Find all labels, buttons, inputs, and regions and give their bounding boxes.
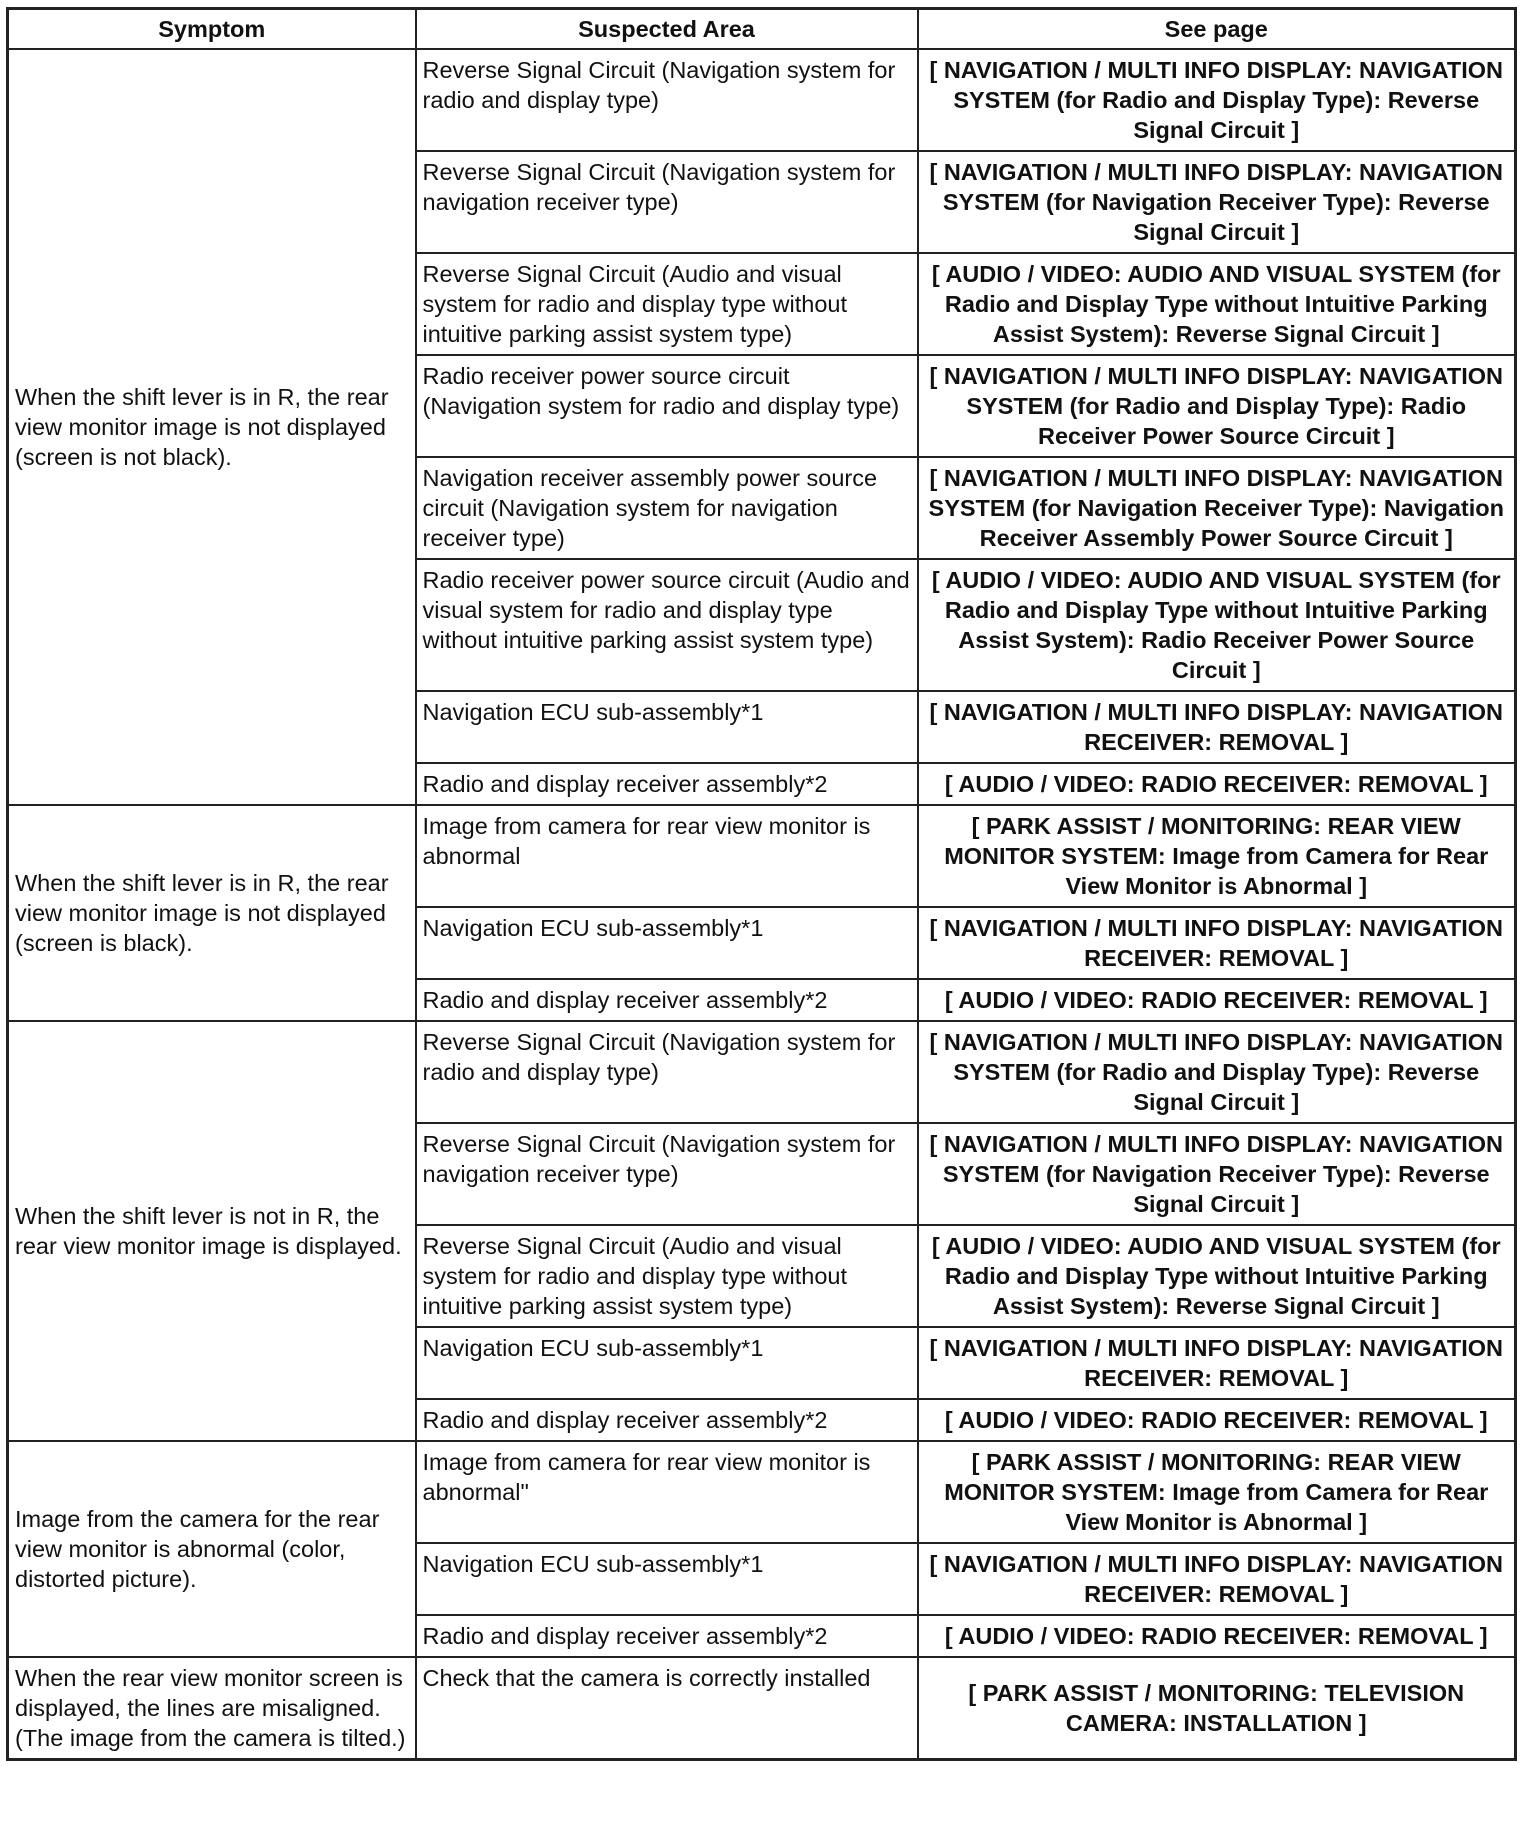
see-page-link[interactable]: [ NAVIGATION / MULTI INFO DISPLAY: NAVIGATION RECEIVER: REMOVAL ] bbox=[918, 1327, 1516, 1399]
see-page-link[interactable]: [ AUDIO / VIDEO: AUDIO AND VISUAL SYSTEM (for Radio and Display Type without Intuitive Parking Assist System): Radio Receiver Power Source Circuit ] bbox=[918, 559, 1516, 691]
see-page-link[interactable]: [ NAVIGATION / MULTI INFO DISPLAY: NAVIGATION SYSTEM (for Navigation Receiver Type): Navigation Receiver Assembly Power Source Circuit ] bbox=[918, 457, 1516, 559]
suspected-area-cell: Navigation receiver assembly power source circuit (Navigation system for navigation receiver type) bbox=[416, 457, 918, 559]
see-page-link[interactable]: [ NAVIGATION / MULTI INFO DISPLAY: NAVIGATION RECEIVER: REMOVAL ] bbox=[918, 691, 1516, 763]
header-row bbox=[8, 9, 1516, 50]
see-page-link[interactable]: [ NAVIGATION / MULTI INFO DISPLAY: NAVIGATION RECEIVER: REMOVAL ] bbox=[918, 907, 1516, 979]
document-page bbox=[6, 7, 1514, 1761]
see-page-link[interactable]: [ NAVIGATION / MULTI INFO DISPLAY: NAVIGATION RECEIVER: REMOVAL ] bbox=[918, 1543, 1516, 1615]
suspected-area-cell: Radio and display receiver assembly*2 bbox=[416, 1399, 918, 1441]
suspected-area-cell: Reverse Signal Circuit (Navigation system for navigation receiver type) bbox=[416, 1123, 918, 1225]
suspected-area-cell: Reverse Signal Circuit (Navigation system for radio and display type) bbox=[416, 1021, 918, 1123]
suspected-area-cell: Reverse Signal Circuit (Navigation system for navigation receiver type) bbox=[416, 151, 918, 253]
suspected-area-cell: Radio and display receiver assembly*2 bbox=[416, 979, 918, 1021]
suspected-area-cell: Check that the camera is correctly installed bbox=[416, 1657, 918, 1760]
see-page-link[interactable]: [ AUDIO / VIDEO: RADIO RECEIVER: REMOVAL ] bbox=[918, 1399, 1516, 1441]
see-page-link[interactable]: [ NAVIGATION / MULTI INFO DISPLAY: NAVIGATION SYSTEM (for Radio and Display Type): Reverse Signal Circuit ] bbox=[918, 49, 1516, 151]
see-page-link[interactable]: [ AUDIO / VIDEO: AUDIO AND VISUAL SYSTEM (for Radio and Display Type without Intuitive Parking Assist System): Reverse Signal Circuit ] bbox=[918, 1225, 1516, 1327]
suspected-area-cell: Image from camera for rear view monitor is abnormal bbox=[416, 805, 918, 907]
suspected-area-cell: Radio and display receiver assembly*2 bbox=[416, 763, 918, 805]
see-page-link[interactable]: [ AUDIO / VIDEO: RADIO RECEIVER: REMOVAL ] bbox=[918, 979, 1516, 1021]
suspected-area-cell: Radio receiver power source circuit (Audio and visual system for radio and display type without intuitive parking assist system type) bbox=[416, 559, 918, 691]
suspected-area-cell: Reverse Signal Circuit (Audio and visual system for radio and display type without intuitive parking assist system type) bbox=[416, 253, 918, 355]
table-row bbox=[8, 49, 1516, 151]
see-page-link[interactable]: [ PARK ASSIST / MONITORING: TELEVISION CAMERA: INSTALLATION ] bbox=[918, 1657, 1516, 1760]
see-page-link[interactable]: [ PARK ASSIST / MONITORING: REAR VIEW MONITOR SYSTEM: Image from Camera for Rear View Monitor is Abnormal ] bbox=[918, 805, 1516, 907]
see-page-link[interactable]: [ AUDIO / VIDEO: RADIO RECEIVER: REMOVAL ] bbox=[918, 763, 1516, 805]
table-row bbox=[8, 805, 1516, 907]
suspected-area-cell: Radio receiver power source circuit (Navigation system for radio and display type) bbox=[416, 355, 918, 457]
table-row bbox=[8, 1441, 1516, 1543]
symptom-cell: When the rear view monitor screen is displayed, the lines are misaligned. (The image from the camera is tilted.) bbox=[8, 1657, 416, 1760]
see-page-link[interactable]: [ NAVIGATION / MULTI INFO DISPLAY: NAVIGATION SYSTEM (for Navigation Receiver Type): Reverse Signal Circuit ] bbox=[918, 151, 1516, 253]
see-page-link[interactable]: [ NAVIGATION / MULTI INFO DISPLAY: NAVIGATION SYSTEM (for Radio and Display Type): Reverse Signal Circuit ] bbox=[918, 1021, 1516, 1123]
suspected-area-cell: Navigation ECU sub-assembly*1 bbox=[416, 907, 918, 979]
see-page-link[interactable]: [ NAVIGATION / MULTI INFO DISPLAY: NAVIGATION SYSTEM (for Radio and Display Type): Radio Receiver Power Source Circuit ] bbox=[918, 355, 1516, 457]
see-page-link[interactable]: [ NAVIGATION / MULTI INFO DISPLAY: NAVIGATION SYSTEM (for Navigation Receiver Type): Reverse Signal Circuit ] bbox=[918, 1123, 1516, 1225]
suspected-area-cell: Reverse Signal Circuit (Audio and visual system for radio and display type without intuitive parking assist system type) bbox=[416, 1225, 918, 1327]
suspected-area-cell: Radio and display receiver assembly*2 bbox=[416, 1615, 918, 1657]
table-row bbox=[8, 1657, 1516, 1760]
suspected-area-cell: Navigation ECU sub-assembly*1 bbox=[416, 691, 918, 763]
suspected-area-cell: Image from camera for rear view monitor is abnormal" bbox=[416, 1441, 918, 1543]
suspected-area-cell: Navigation ECU sub-assembly*1 bbox=[416, 1543, 918, 1615]
header-symptom: Symptom bbox=[8, 9, 416, 50]
symptom-cell: Image from the camera for the rear view monitor is abnormal (color, distorted picture). bbox=[8, 1441, 416, 1657]
symptom-cell: When the shift lever is not in R, the rear view monitor image is displayed. bbox=[8, 1021, 416, 1441]
header-suspected-area: Suspected Area bbox=[416, 9, 918, 50]
suspected-area-cell: Reverse Signal Circuit (Navigation system for radio and display type) bbox=[416, 49, 918, 151]
suspected-area-cell: Navigation ECU sub-assembly*1 bbox=[416, 1327, 918, 1399]
see-page-link[interactable]: [ AUDIO / VIDEO: RADIO RECEIVER: REMOVAL ] bbox=[918, 1615, 1516, 1657]
symptom-cell: When the shift lever is in R, the rear view monitor image is not displayed (screen is not black). bbox=[8, 49, 416, 805]
table-row bbox=[8, 1021, 1516, 1123]
troubleshooting-table bbox=[6, 7, 1517, 1761]
symptom-cell: When the shift lever is in R, the rear view monitor image is not displayed (screen is black). bbox=[8, 805, 416, 1021]
see-page-link[interactable]: [ PARK ASSIST / MONITORING: REAR VIEW MONITOR SYSTEM: Image from Camera for Rear View Monitor is Abnormal ] bbox=[918, 1441, 1516, 1543]
header-see-page: See page bbox=[918, 9, 1516, 50]
see-page-link[interactable]: [ AUDIO / VIDEO: AUDIO AND VISUAL SYSTEM (for Radio and Display Type without Intuitive Parking Assist System): Reverse Signal Circuit ] bbox=[918, 253, 1516, 355]
